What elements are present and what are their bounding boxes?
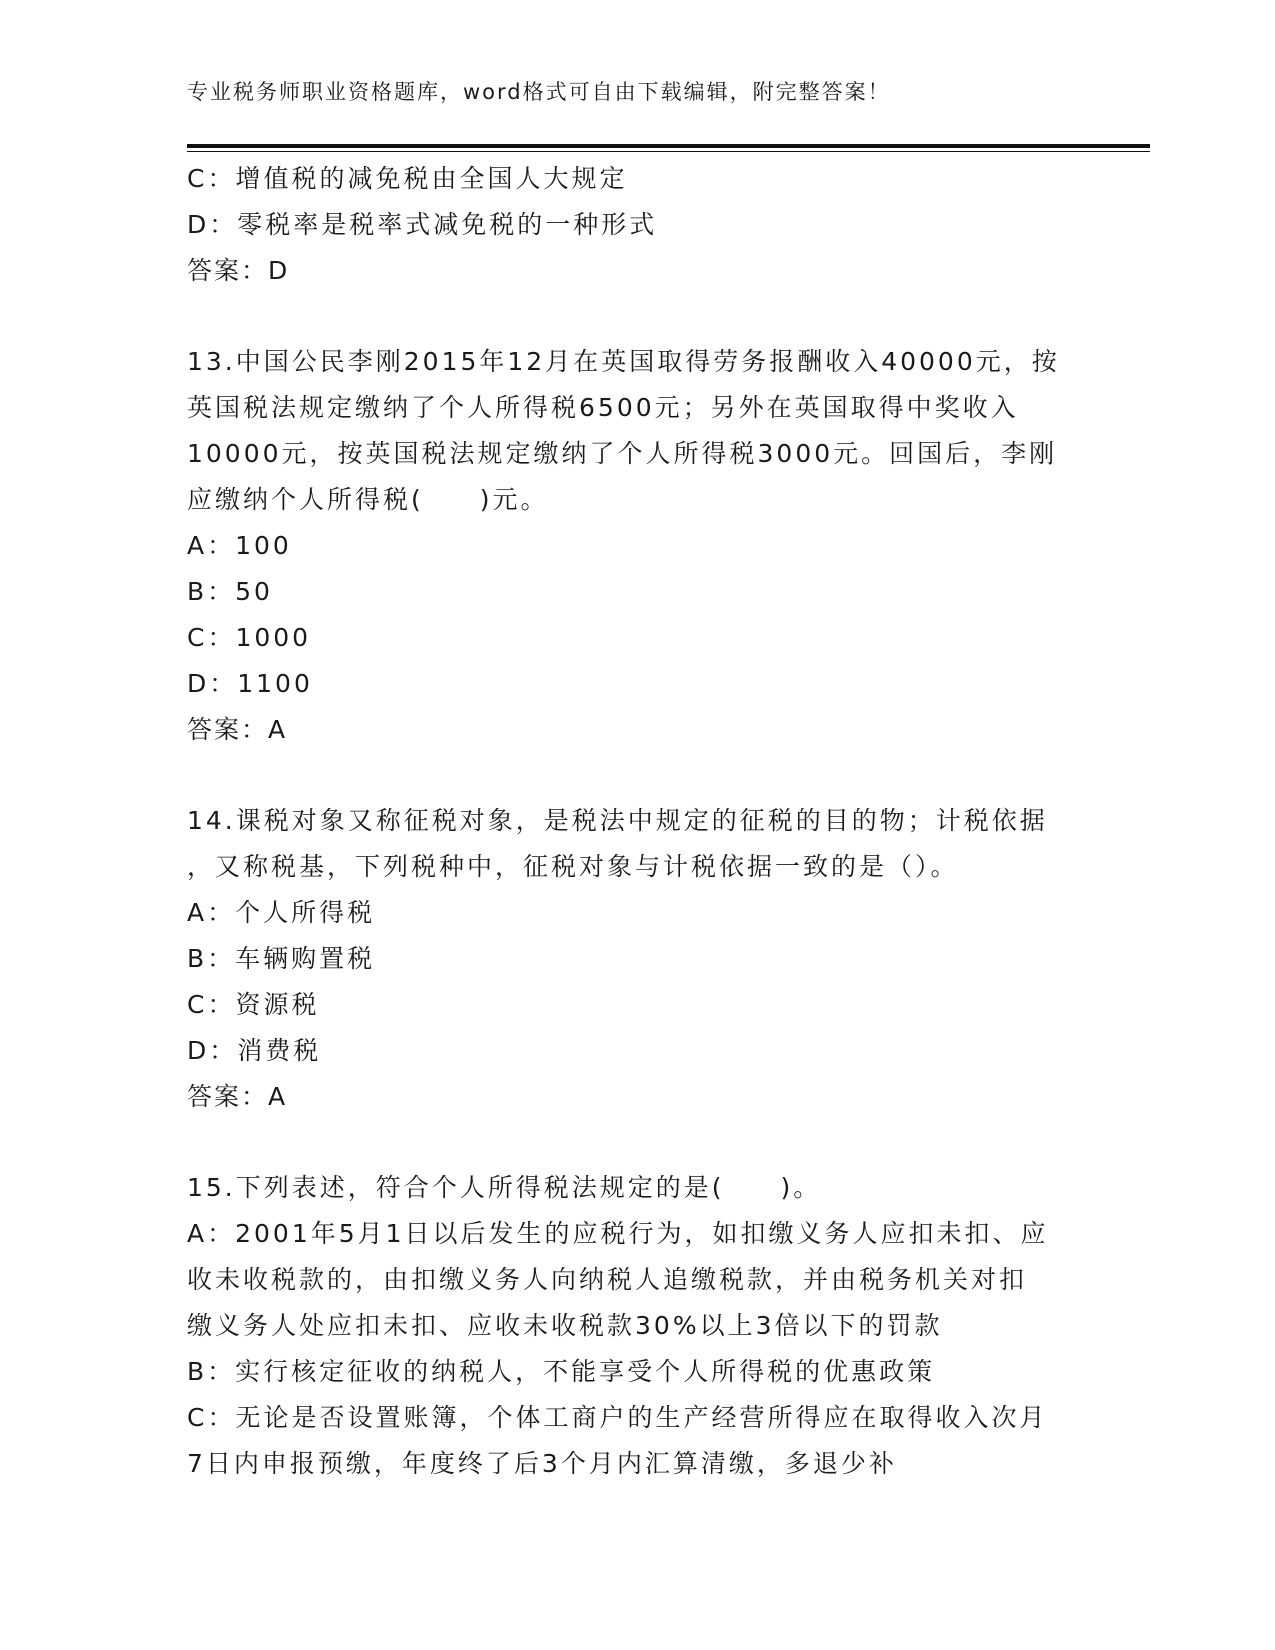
question-15-option-a: 收未收税款的，由扣缴义务人向纳税人追缴税款，并由税务机关对扣 <box>187 1265 1028 1294</box>
question-13-text: 英国税法规定缴纳了个人所得税6500元；另外在英国取得中奖收入 <box>187 393 1019 422</box>
question-15-option-a: A：2001年5月1日以后发生的应税行为，如扣缴义务人应扣未扣、应 <box>187 1219 1049 1248</box>
question-13-text: 10000元，按英国税法规定缴纳了个人所得税3000元。回国后，李刚 <box>187 439 1058 468</box>
question-14-option-d: D：消费税 <box>187 1036 322 1065</box>
question-14-answer: 答案：A <box>187 1082 288 1111</box>
question-13-option-b: B：50 <box>187 577 273 606</box>
option-d: D：零税率是税率式减免税的一种形式 <box>187 210 658 239</box>
question-15-text: 15.下列表述，符合个人所得税法规定的是( )。 <box>187 1173 822 1202</box>
question-15-option-c: C：无论是否设置账簿，个体工商户的生产经营所得应在取得收入次月 <box>187 1403 1048 1432</box>
question-14-text: 14.课税对象又称征税对象，是税法中规定的征税的目的物；计税依据 <box>187 806 1048 835</box>
question-14-option-a: A：个人所得税 <box>187 898 376 927</box>
question-15-option-b: B：实行核定征收的纳税人，不能享受个人所得税的优惠政策 <box>187 1357 936 1386</box>
answer: 答案：D <box>187 256 290 285</box>
question-14-text: ，又称税基，下列税种中，征税对象与计税依据一致的是（）。 <box>187 852 959 881</box>
question-13-answer: 答案：A <box>187 715 288 744</box>
page-header: 专业税务师职业资格题库，word格式可自由下载编辑，附完整答案！ <box>187 80 891 104</box>
question-content <box>187 156 1087 1487</box>
question-13-text: 13.中国公民李刚2015年12月在英国取得劳务报酬收入40000元，按 <box>187 347 1060 376</box>
question-13-option-d: D：1100 <box>187 669 313 698</box>
question-14-option-c: C：资源税 <box>187 990 320 1019</box>
option-c: C：增值税的减免税由全国人大规定 <box>187 164 628 193</box>
question-14-option-b: B：车辆购置税 <box>187 944 376 973</box>
question-13-option-c: C：1000 <box>187 623 312 652</box>
question-15-option-c: 7日内申报预缴，年度终了后3个月内汇算清缴，多退少补 <box>187 1449 897 1478</box>
question-13-option-a: A：100 <box>187 531 292 560</box>
question-15-option-a: 缴义务人处应扣未扣、应收未收税款30%以上3倍以下的罚款 <box>187 1311 943 1340</box>
header-rule-thin <box>187 151 1150 152</box>
header-rule-thick <box>187 144 1150 148</box>
question-13-text: 应缴纳个人所得税( )元。 <box>187 485 549 514</box>
